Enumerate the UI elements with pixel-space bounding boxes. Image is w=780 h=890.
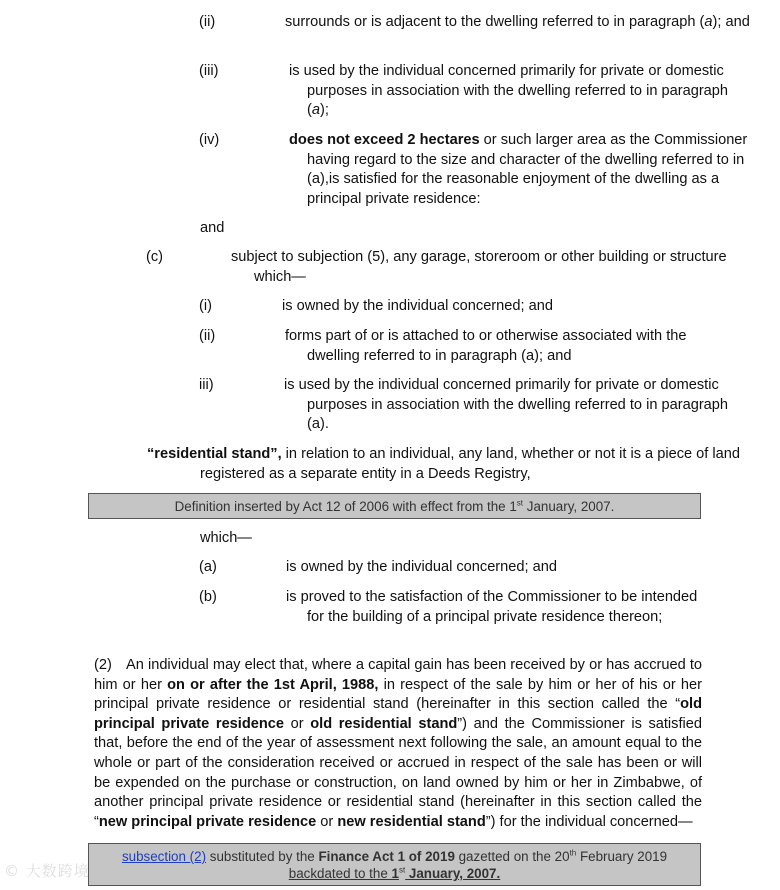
subparagraph-c-i: (i) is owned by the individual concerned; and xyxy=(253,297,755,317)
and-connector: and xyxy=(200,220,225,236)
defined-term: “residential stand”, xyxy=(147,446,282,462)
subparagraph-a-iii: (iii) is used by the individual concerned primarily for private or domestic purposes in association with the dwelling referred to in paragraph (a); xyxy=(199,63,729,119)
amendment-note-definition: Definition inserted by Act 12 of 2006 with effect from the 1st January, 2007. xyxy=(88,493,701,519)
watermark: © 大数跨境 xyxy=(4,862,90,880)
item-label: (iv) xyxy=(199,132,220,148)
amendment-note-subsection-2: subsection (2) substituted by the Finance Act 1 of 2019 gazetted on the 20th February 2019 backdated to the 1st January, 2007. xyxy=(88,843,701,886)
stand-item-a: (a) is owned by the individual concerned; and xyxy=(253,558,755,578)
item-label: (a) xyxy=(199,559,217,575)
item-label: (iii) xyxy=(199,63,219,79)
which-connector: which— xyxy=(200,530,252,546)
item-label: (ii) xyxy=(199,328,216,344)
item-label: (ii) xyxy=(199,14,216,30)
paragraph-c: (c) subject to subjection (5), any garage, storeroom or other building or structure which— xyxy=(146,249,727,285)
stand-item-b: (b) is proved to the satisfaction of the Commissioner to be intended for the building of a principal private residence thereon; xyxy=(199,589,698,625)
subparagraph-a-iv: (iv) does not exceed 2 hectares or such larger area as the Commissioner having regard to the size and character of the dwelling referred to in (a),is satisfied for the reasonable enjoyment of the dwelling as a principal private residence: xyxy=(199,132,748,207)
subparagraph-c-iii: iii) is used by the individual concerned primarily for private or domestic purposes in association with the dwelling referred to in paragraph (a). xyxy=(199,377,729,433)
item-label: (c) xyxy=(146,249,164,265)
item-label: (2) xyxy=(94,657,112,673)
subparagraph-c-ii: (ii) forms part of or is attached to or otherwise associated with the dwelling referred to in paragraph (a); and xyxy=(199,328,687,364)
item-label: (i) xyxy=(199,298,212,314)
subsection-2: (2) An individual may elect that, where a capital gain has been received by or has accrued to him or her on or after the 1st April, 1988, in respect of the sale by him or her of his or her principal private residence or residential stand (hereinafter in this section called the “old principal private residence or old residential stand”) and the Commissioner is satisfied that, before the end of the year of assessment next following the sale, an amount equal to the whole or part of the consideration received or accrued in respect of the sale has been or will be expended on the purchase or construction, on land owned by him or her in Zimbabwe, of another principal private residence or residential stand (hereinafter in this section called the “new principal private residence or new residential stand”) for the individual concerned— xyxy=(94,657,703,830)
subparagraph-a-ii: (ii) surrounds or is adjacent to the dwelling referred to in paragraph (a); and xyxy=(253,13,755,33)
residential-stand-definition: “residential stand”, in relation to an individual, any land, whether or not it is a piece of land registered as a separate entity in a Deeds Registry, xyxy=(147,446,740,482)
item-label: (b) xyxy=(199,589,217,605)
item-label: iii) xyxy=(199,377,214,393)
subsection-2-link[interactable]: subsection (2) xyxy=(121,849,207,864)
